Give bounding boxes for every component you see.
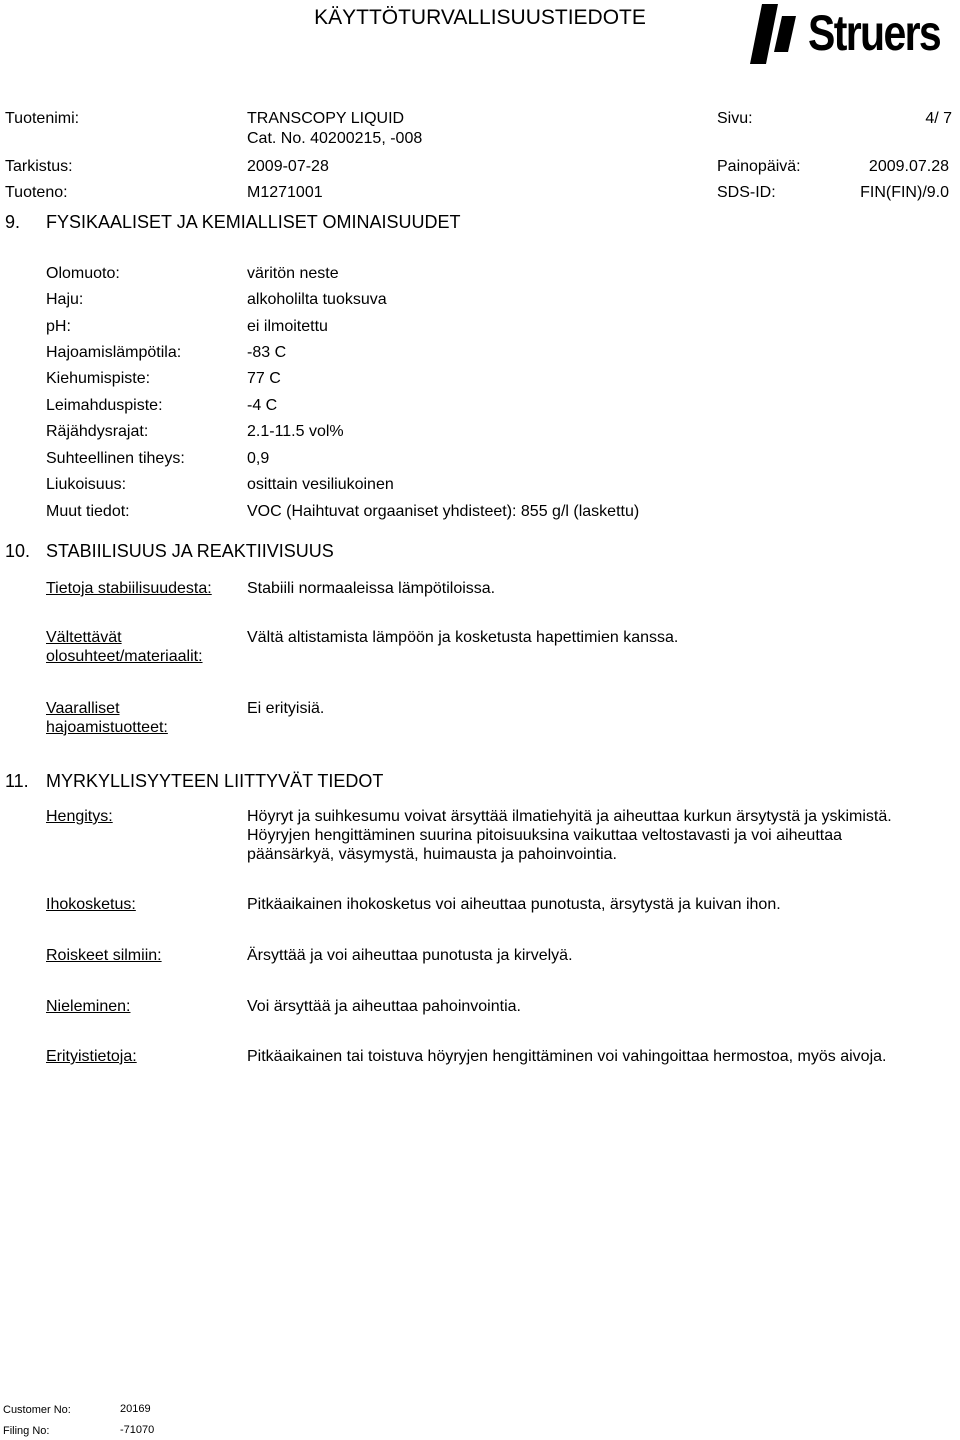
skin-contact-value: Pitkäaikainen ihokosketus voi aiheuttaa punotusta, ärsytystä ja kuivan ihon.	[247, 896, 781, 913]
property-value: -83 C	[247, 344, 287, 361]
property-value: -4 C	[247, 397, 278, 414]
eye-contact-value: Ärsyttää ja voi aiheuttaa punotusta ja kirvelyä.	[247, 947, 573, 964]
filing-number-value: -71070	[120, 1424, 155, 1436]
decomposition-label-line1: Vaaralliset	[46, 700, 120, 717]
property-label: pH:	[46, 318, 71, 335]
struers-logo	[744, 2, 958, 66]
property-value: 0,9	[247, 450, 270, 467]
section-11-title: MYRKYLLISYYTEEN LIITTYVÄT TIEDOT	[46, 771, 384, 791]
revision-label: Tarkistus:	[5, 158, 73, 175]
conditions-label-line2: olosuhteet/materiaalit:	[46, 648, 203, 665]
conditions-value: Vältä altistamista lämpöön ja kosketusta hapettimien kanssa.	[247, 629, 679, 646]
property-value: osittain vesiliukoinen	[247, 476, 394, 493]
inhalation-line: päänsärkyä, väsymystä, huimausta ja pahoinvointia.	[247, 846, 617, 863]
inhalation-label: Hengitys:	[46, 808, 113, 825]
property-value: VOC (Haihtuvat orgaaniset yhdisteet): 855 g/l (laskettu)	[247, 503, 640, 520]
stability-label: Tietoja stabiilisuudesta:	[46, 580, 212, 597]
property-label: Suhteellinen tiheys:	[46, 450, 185, 467]
property-value: 2.1-11.5 vol%	[247, 423, 344, 440]
special-info-label: Erityistietoja:	[46, 1048, 137, 1065]
product-name-label: Tuotenimi:	[5, 110, 80, 127]
decomposition-label-line2: hajoamistuotteet:	[46, 719, 168, 736]
catalog-number: Cat. No. 40200215, -008	[247, 130, 423, 147]
print-date-label: Painopäivä:	[717, 158, 801, 175]
inhalation-line: Höyryjen hengittäminen suurina pitoisuuksina vaikuttaa veltostavasti ja voi aiheuttaa	[247, 827, 843, 844]
revision-value: 2009-07-28	[247, 158, 329, 175]
filing-number-label: Filing No:	[3, 1425, 50, 1437]
page-label: Sivu:	[717, 110, 753, 127]
section-9-title: FYSIKAALISET JA KEMIALLISET OMINAISUUDET	[46, 212, 461, 232]
logo-text: Struers	[808, 5, 941, 61]
eye-contact-label: Roiskeet silmiin:	[46, 947, 162, 964]
section-11-number: 11.	[5, 771, 29, 791]
property-label: Olomuoto:	[46, 265, 120, 282]
product-name-value: TRANSCOPY LIQUID	[247, 110, 405, 127]
skin-contact-label: Ihokosketus:	[46, 896, 136, 913]
property-label: Hajoamislämpötila:	[46, 344, 182, 361]
property-label: Haju:	[46, 291, 84, 308]
property-label: Räjähdysrajat:	[46, 423, 149, 440]
document-title: KÄYTTÖTURVALLISUUSTIEDOTE	[314, 6, 646, 29]
conditions-label-line1: Vältettävät	[46, 629, 122, 646]
ingestion-label: Nieleminen:	[46, 998, 131, 1015]
section-10-title: STABIILISUUS JA REAKTIIVISUUS	[46, 541, 334, 561]
special-info-value: Pitkäaikainen tai toistuva höyryjen hengittäminen voi vahingoittaa hermostoa, myös aivoja.	[247, 1048, 887, 1065]
property-label: Kiehumispiste:	[46, 370, 151, 387]
sds-id-value: FIN(FIN)/9.0	[860, 184, 949, 201]
decomposition-value: Ei erityisiä.	[247, 700, 325, 717]
customer-number-value: 20169	[120, 1403, 151, 1415]
ingestion-value: Voi ärsyttää ja aiheuttaa pahoinvointia.	[247, 998, 521, 1015]
property-value: ei ilmoitettu	[247, 318, 328, 335]
sds-id-label: SDS-ID:	[717, 184, 776, 201]
property-label: Liukoisuus:	[46, 476, 127, 493]
product-number-value: M1271001	[247, 184, 323, 201]
property-label: Muut tiedot:	[46, 503, 130, 520]
customer-number-label: Customer No:	[3, 1404, 71, 1416]
section-9-number: 9.	[5, 212, 21, 232]
print-date-value: 2009.07.28	[868, 158, 949, 175]
product-number-label: Tuoteno:	[5, 184, 68, 201]
page-value: 4/ 7	[925, 110, 952, 127]
inhalation-line: Höyryt ja suihkesumu voivat ärsyttää ilmatiehyitä ja aiheuttaa kurkun ärsytystä ja yskimistä.	[247, 808, 892, 825]
property-value: alkoholilta tuoksuva	[247, 291, 387, 308]
property-value: väritön neste	[247, 265, 339, 282]
property-label: Leimahduspiste:	[46, 397, 163, 414]
property-value: 77 C	[247, 370, 281, 387]
struers-logo-mark-icon	[744, 2, 808, 66]
stability-value: Stabiili normaaleissa lämpötiloissa.	[247, 580, 496, 597]
section-10-number: 10.	[5, 541, 31, 561]
